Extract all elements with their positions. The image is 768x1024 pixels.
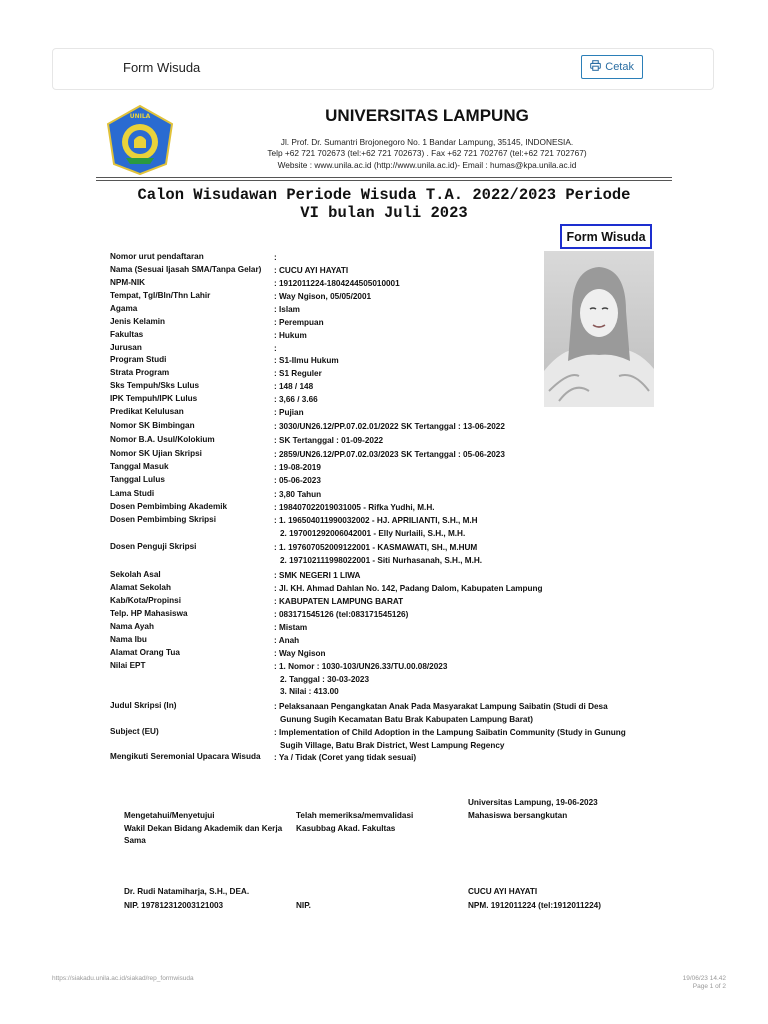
field-label: Mengikuti Seremonial Upacara Wisuda	[110, 752, 261, 761]
field-label: Sekolah Asal	[110, 570, 161, 579]
field-value	[274, 701, 646, 726]
approve-nip: NIP. 197812312003121003	[124, 901, 224, 910]
field-label: Agama	[110, 304, 138, 313]
field-value: : Pujian	[274, 408, 304, 417]
field-label: Alamat Sekolah	[110, 583, 171, 592]
signature-place-date: Universitas Lampung, 19-06-2023	[468, 798, 598, 807]
field-value-line: 2. 197001292006042001 - Elly Nurlaili, S.H., M.H.	[280, 528, 466, 538]
field-value: : 05-06-2023	[274, 476, 321, 485]
field-value: : 3,80 Tahun	[274, 490, 322, 499]
field-value: : Islam	[274, 305, 300, 314]
contact-line: Telp +62 721 702673 (tel:+62 721 702673) . Fax +62 721 702767 (tel:+62 721 702767)	[267, 148, 587, 158]
field-label: Dosen Penguji Skripsi	[110, 542, 197, 551]
field-value: : Way Ngison, 05/05/2001	[274, 292, 372, 301]
field-value: : CUCU AYI HAYATI	[274, 266, 349, 275]
field-value-line: Sugih Village, Batu Brak District, West Lampung Regency	[280, 740, 505, 750]
field-value-line: : Implementation of Child Adoption in the Lampung Saibatin Community (Study in Gunung	[274, 728, 626, 737]
field-label: Subject (EU)	[110, 727, 159, 736]
field-label: Nomor SK Ujian Skripsi	[110, 449, 202, 458]
field-label: Nama Ayah	[110, 622, 154, 631]
field-value-line: : 1. 196504011990032002 - HJ. APRILIANTI, S.H., M.H	[274, 516, 478, 525]
field-value: : S1-Ilmu Hukum	[274, 356, 339, 365]
field-label: IPK Tempuh/IPK Lulus	[110, 394, 198, 403]
field-label: NPM-NIK	[110, 278, 146, 287]
field-label: Fakultas	[110, 330, 144, 339]
field-label: Nama Ibu	[110, 635, 147, 644]
field-value: : SK Tertanggal : 01-09-2022	[274, 436, 384, 445]
field-value	[274, 542, 646, 567]
field-value	[274, 515, 646, 540]
field-value: : Anah	[274, 636, 300, 645]
field-value: : Ya / Tidak (Coret yang tidak sesuai)	[274, 753, 417, 762]
approve-role: Wakil Dekan Bidang Akademik dan Kerja	[124, 824, 283, 833]
student-label: Mahasiswa bersangkutan	[468, 811, 568, 820]
field-label: Sks Tempuh/Sks Lulus	[110, 381, 200, 390]
field-label: Nomor B.A. Usul/Kolokium	[110, 435, 215, 444]
printer-icon	[590, 60, 601, 74]
address-line: Jl. Prof. Dr. Sumantri Brojonegoro No. 1 Bandar Lampung, 35145, INDONESIA.	[280, 137, 574, 147]
print-footer-page: Page 1 of 2	[692, 983, 726, 990]
student-name: CUCU AYI HAYATI	[468, 887, 538, 896]
field-value: :	[274, 344, 277, 353]
field-label: Nomor SK Bimbingan	[110, 421, 195, 430]
field-label: Dosen Pembimbing Skripsi	[110, 515, 217, 524]
field-value: : SMK NEGERI 1 LIWA	[274, 571, 361, 580]
field-value-line: 3. Nilai : 413.00	[280, 687, 339, 696]
print-button-label: Cetak	[605, 61, 634, 73]
document-title-line: VI bulan Juli 2023	[300, 204, 468, 222]
approve-role: Sama	[124, 836, 146, 845]
field-value: : Way Ngison	[274, 649, 326, 658]
field-value: : Perempuan	[274, 318, 324, 327]
field-value: : 198407022019031005 - Rifka Yudhi, M.H.	[274, 503, 435, 512]
print-footer-url: https://siakadu.unila.ac.id/siakad/rep_formwisuda	[52, 975, 194, 982]
field-value: : KABUPATEN LAMPUNG BARAT	[274, 597, 404, 606]
field-value-line: : Pelaksanaan Pengangkatan Anak Pada Masyarakat Lampung Saibatin (Studi di Desa	[274, 702, 608, 711]
document-title-line: Calon Wisudawan Periode Wisuda T.A. 2022/2023 Periode	[137, 186, 631, 204]
field-label: Tempat, Tgl/Bln/Thn Lahir	[110, 291, 211, 300]
field-label: Jurusan	[110, 343, 142, 352]
field-value: : Hukum	[274, 331, 307, 340]
field-value-line: 2. Tanggal : 30-03-2023	[280, 674, 370, 684]
field-value: : Mistam	[274, 623, 308, 632]
approve-name: Dr. Rudi Natamiharja, S.H., DEA.	[124, 887, 250, 896]
field-label: Program Studi	[110, 355, 167, 364]
form-label-badge: Form Wisuda	[560, 224, 652, 249]
university-logo	[104, 104, 176, 176]
page-title: Form Wisuda	[123, 60, 201, 75]
print-footer-datetime: 19/06/23 14.42	[682, 975, 726, 982]
approve-label: Mengetahui/Menyetujui	[124, 811, 215, 820]
field-label: Predikat Kelulusan	[110, 407, 184, 416]
field-label: Nama (Sesuai Ijasah SMA/Tanpa Gelar)	[110, 265, 262, 274]
field-value: : Jl. KH. Ahmad Dahlan No. 142, Padang Dalom, Kabupaten Lampung	[274, 584, 543, 593]
field-label: Judul Skripsi (In)	[110, 701, 177, 710]
page-header-bar	[52, 48, 714, 90]
field-value: : S1 Reguler	[274, 369, 322, 378]
field-value: : 19-08-2019	[274, 463, 321, 472]
field-value-line: : 1. 197607052009122001 - KASMAWATI, SH., M.HUM	[274, 543, 478, 552]
field-value-line: Gunung Sugih Kecamatan Batu Brak Kabupaten Lampung Barat)	[280, 714, 533, 724]
field-label: Nomor urut pendaftaran	[110, 252, 204, 261]
field-value	[274, 727, 646, 752]
field-value: :	[274, 253, 277, 262]
field-label: Tanggal Masuk	[110, 462, 169, 471]
field-label: Nilai EPT	[110, 661, 146, 670]
header-divider	[96, 177, 672, 178]
field-label: Lama Studi	[110, 489, 155, 498]
field-value: : 148 / 148	[274, 382, 314, 391]
field-label: Tanggal Lulus	[110, 475, 165, 484]
check-label: Telah memeriksa/memvalidasi	[296, 811, 414, 820]
field-label: Alamat Orang Tua	[110, 648, 180, 657]
website-line: Website : www.unila.ac.id (http://www.unila.ac.id)- Email : humas@kpa.unila.ac.id	[277, 160, 577, 170]
university-name: UNIVERSITAS LAMPUNG	[325, 106, 529, 125]
field-label: Jenis Kelamin	[110, 317, 166, 326]
print-button[interactable]	[581, 55, 643, 79]
field-label: Telp. HP Mahasiswa	[110, 609, 188, 618]
print-footer-meta	[683, 975, 726, 991]
header-divider	[96, 180, 672, 181]
field-value: : 3,66 / 3.66	[274, 395, 318, 404]
field-value: : 3030/UN26.12/PP.07.02.01/2022 SK Tertanggal : 13-06-2022	[274, 422, 505, 431]
check-role: Kasubbag Akad. Fakultas	[296, 824, 396, 833]
student-npm: NPM. 1912011224 (tel:1912011224)	[468, 901, 601, 910]
field-value-line: 2. 197102111998022001 - Siti Nurhasanah, S.H., M.H.	[280, 555, 483, 565]
field-value	[274, 661, 646, 699]
field-value: : 083171545126 (tel:083171545126)	[274, 610, 409, 619]
document-title	[98, 186, 670, 222]
check-nip: NIP.	[296, 901, 311, 910]
svg-text:UNILA: UNILA	[129, 113, 151, 120]
field-value: : 1912011224-1804244505010001	[274, 279, 400, 288]
field-value: : 2859/UN26.12/PP.07.02.03/2023 SK Tertanggal : 05-06-2023	[274, 450, 505, 459]
field-label: Kab/Kota/Propinsi	[110, 596, 181, 605]
field-label: Strata Program	[110, 368, 170, 377]
field-value-line: : 1. Nomor : 1030-103/UN26.33/TU.00.08/2023	[274, 662, 448, 671]
field-label: Dosen Pembimbing Akademik	[110, 502, 228, 511]
